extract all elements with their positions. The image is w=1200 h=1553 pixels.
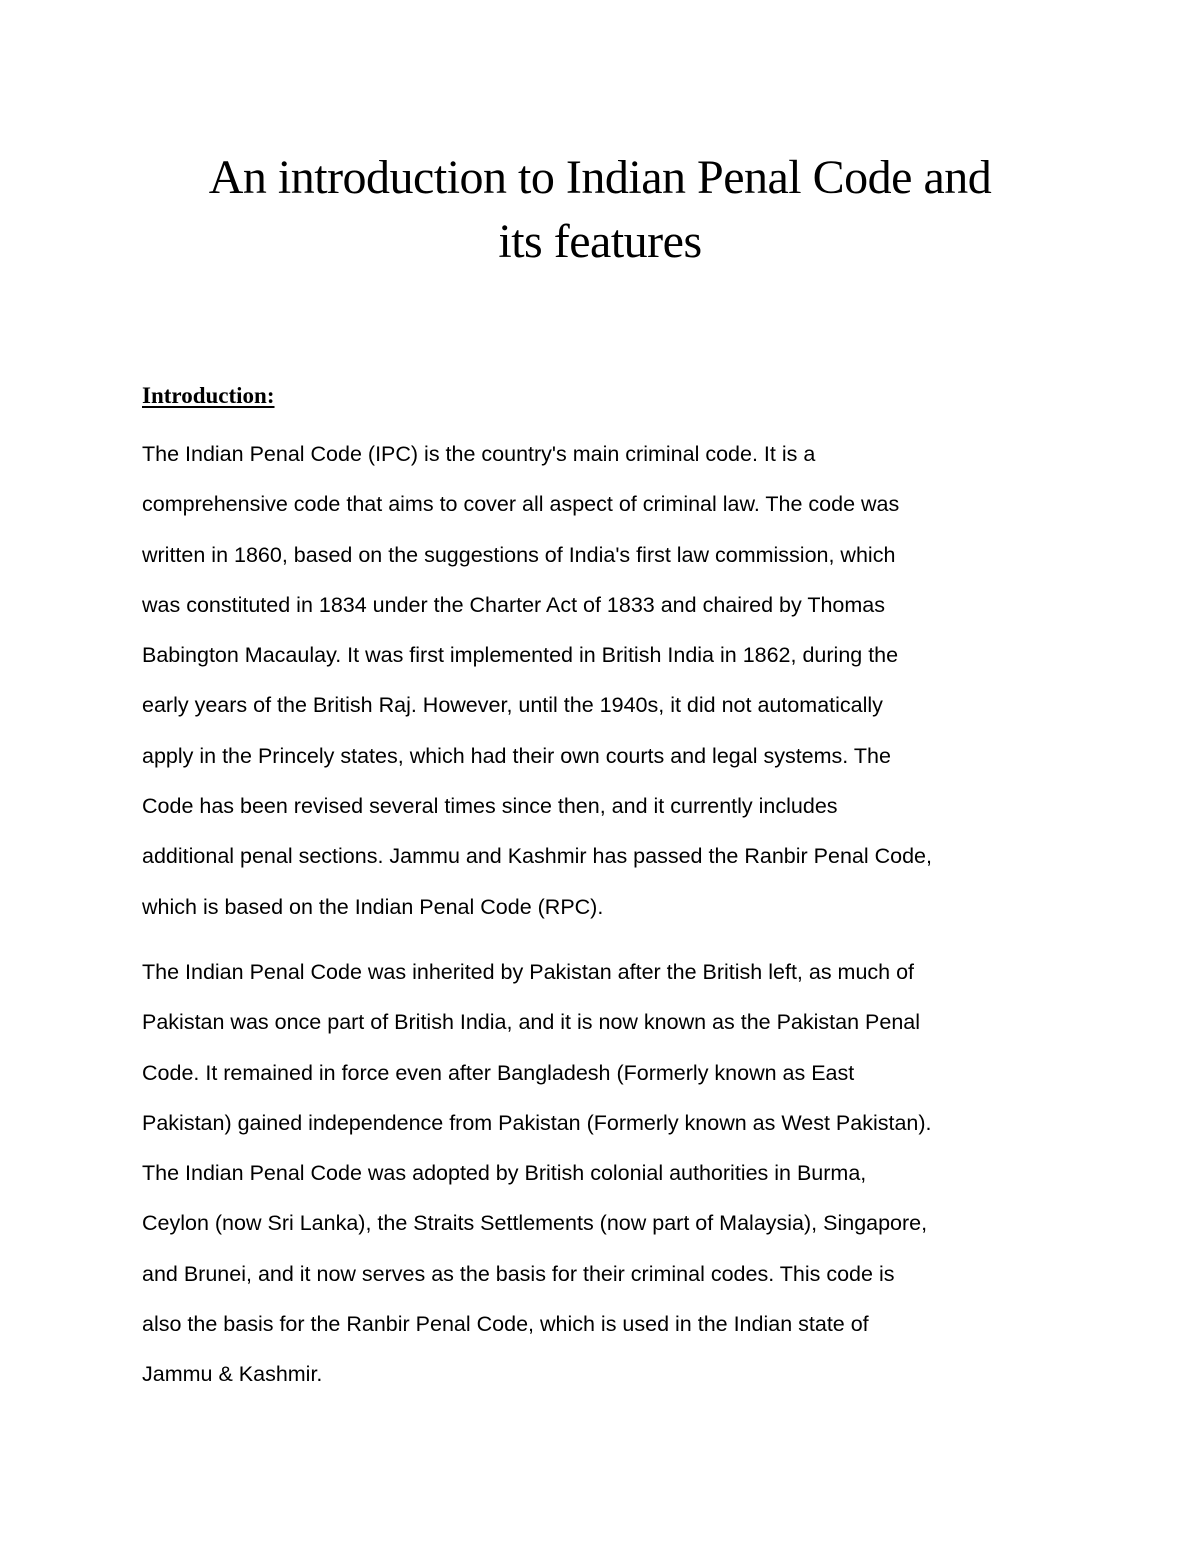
paragraph-line: The Indian Penal Code (IPC) is the country's main criminal code. It is a xyxy=(142,442,816,466)
paragraph-line: Pakistan) gained independence from Pakistan (Formerly known as West Pakistan). xyxy=(142,1110,932,1135)
paragraph-1 xyxy=(142,429,1062,932)
paragraph-line: Babington Macaulay. It was first implemented in British India in 1862, during the xyxy=(142,643,899,668)
title-line: An introduction to Indian Penal Code and xyxy=(208,151,992,204)
paragraph-2 xyxy=(142,947,1062,1400)
section-heading-introduction: Introduction: xyxy=(142,383,275,408)
paragraph-line: The Indian Penal Code was inherited by Pakistan after the British left, as much of xyxy=(142,960,915,984)
paragraph-line: apply in the Princely states, which had their own courts and legal systems. The xyxy=(142,743,891,768)
paragraph-line: was constituted in 1834 under the Charter Act of 1833 and chaired by Thomas xyxy=(142,592,886,617)
paragraph-line: early years of the British Raj. However, until the 1940s, it did not automatically xyxy=(142,693,883,718)
paragraph-line: The Indian Penal Code was adopted by British colonial authorities in Burma, xyxy=(142,1161,867,1186)
paragraph-line: which is based on the Indian Penal Code (RPC). xyxy=(142,894,604,919)
paragraph-line: Code. It remained in force even after Bangladesh (Formerly known as East xyxy=(142,1060,855,1085)
paragraph-line: Code has been revised several times since then, and it currently includes xyxy=(142,794,838,819)
title-line: its features xyxy=(498,215,702,268)
paragraph-line: also the basis for the Ranbir Penal Code, which is used in the Indian state of xyxy=(142,1312,869,1337)
paragraph-line: additional penal sections. Jammu and Kashmir has passed the Ranbir Penal Code, xyxy=(142,844,932,869)
paragraph-line: Pakistan was once part of British India, and it is now known as the Pakistan Penal xyxy=(142,1010,921,1035)
document-title xyxy=(100,146,1100,274)
paragraph-line: and Brunei, and it now serves as the basis for their criminal codes. This code is xyxy=(142,1261,895,1286)
paragraph-line: Ceylon (now Sri Lanka), the Straits Settlements (now part of Malaysia), Singapore, xyxy=(142,1211,928,1236)
paragraph-line: written in 1860, based on the suggestions of India's first law commission, which xyxy=(142,542,896,567)
paragraph-line: comprehensive code that aims to cover all aspect of criminal law. The code was xyxy=(142,492,900,517)
paragraph-line: Jammu & Kashmir. xyxy=(142,1362,323,1387)
